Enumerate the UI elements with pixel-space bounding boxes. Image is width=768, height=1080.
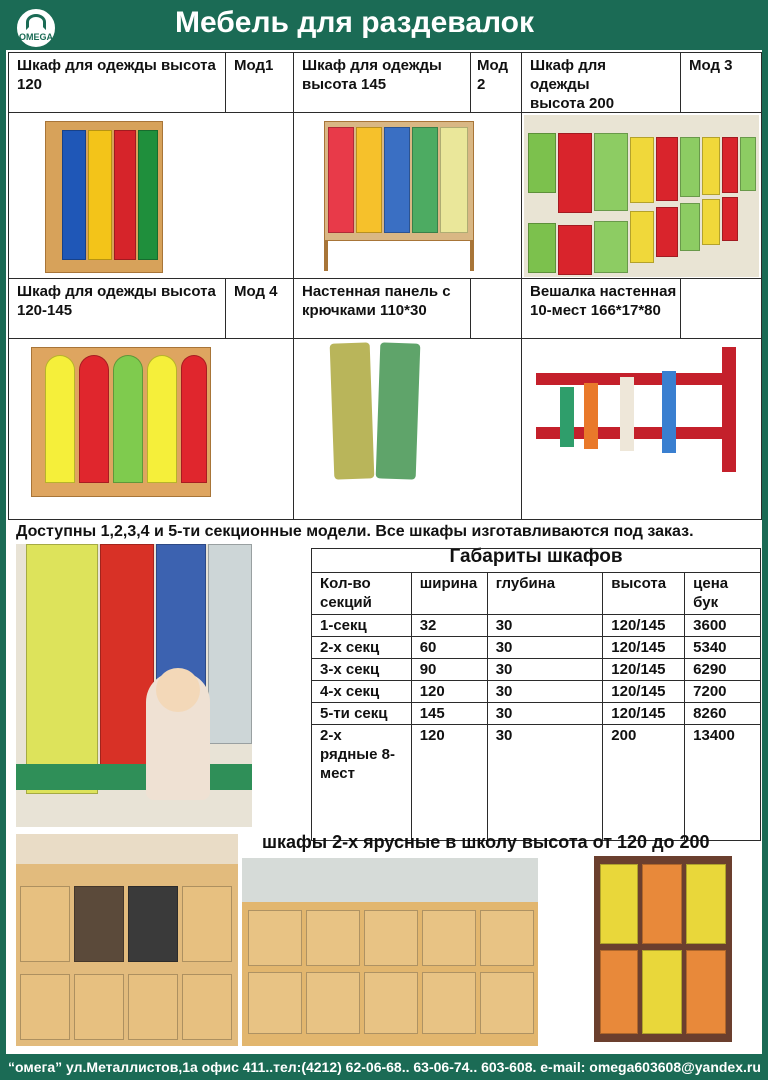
photo-cell-5 [293, 338, 522, 520]
school-locker-tall-image [594, 856, 732, 1042]
cell-sections: 2-х секц [312, 637, 412, 659]
product-cell-6 [521, 278, 681, 339]
product-name: Шкаф для одежды высота 145 [302, 57, 442, 93]
wall-hanger-image [536, 347, 736, 477]
locker-5-section-image [324, 121, 474, 271]
cell-width: 60 [411, 637, 487, 659]
product-name: Шкаф для одежды высота 120 [17, 57, 216, 93]
product-cell-1 [8, 52, 226, 113]
cell-price: 3600 [685, 615, 761, 637]
locker-4-section-image [45, 121, 163, 273]
mod-cell-6 [680, 278, 762, 339]
product-name: Вешалка настенная 10-мест 166*17*80 [530, 283, 677, 319]
wall-panel-image [330, 342, 375, 479]
cell-depth: 30 [487, 725, 603, 841]
cell-height: 120/145 [603, 615, 685, 637]
product-mod: Мод 3 [689, 57, 733, 74]
locker-tall-room-image [524, 115, 759, 277]
cell-depth: 30 [487, 615, 603, 637]
cell-sections: 4-х секц [312, 681, 412, 703]
cell-price: 8260 [685, 703, 761, 725]
mod-cell-4 [225, 278, 294, 339]
cell-height: 200 [603, 725, 685, 841]
cell-height: 120/145 [603, 681, 685, 703]
product-cell-5 [293, 278, 471, 339]
table-row [312, 681, 761, 703]
cell-sections: 1-секц [312, 615, 412, 637]
dimensions-header-row [312, 573, 761, 615]
page-title: Мебель для раздевалок [175, 6, 535, 39]
omega-logo [15, 7, 57, 49]
dimensions-table [311, 548, 761, 841]
footer-contacts: “омега” ул.Металлистов,1а офис 411..тел:(4212) 62-06-68.. 63-06-74.. 603-608. e-mail: omega603608@yandex.ru [0, 1054, 768, 1080]
table-row [312, 659, 761, 681]
mod-cell-5 [470, 278, 522, 339]
cell-height: 120/145 [603, 703, 685, 725]
product-name: Шкаф для одежды высота 120-145 [17, 283, 216, 319]
school-locker-photo-1 [16, 834, 238, 1046]
product-cell-2 [293, 52, 471, 113]
school-lockers-heading: шкафы 2-х ярусные в школу высота от 120 до 200 [262, 832, 710, 852]
header-width: ширина [411, 573, 487, 615]
mod-cell-1 [225, 52, 294, 113]
product-mod: Мод 4 [234, 283, 278, 300]
product-mod: Мод1 [234, 57, 274, 74]
header-bar [0, 0, 768, 50]
mod-cell-2 [470, 52, 522, 113]
product-name: Настенная панель с крючками 110*30 [302, 283, 451, 319]
cell-price: 5340 [685, 637, 761, 659]
product-name: Шкаф для одежды высота 200 [530, 57, 615, 112]
cell-depth: 30 [487, 681, 603, 703]
product-cell-3 [521, 52, 681, 113]
table-row [312, 637, 761, 659]
cell-width: 145 [411, 703, 487, 725]
availability-banner: Доступны 1,2,3,4 и 5-ти секционные модели. Все шкафы изготавливаются под заказ. [16, 523, 694, 540]
photo-cell-3 [521, 112, 762, 279]
cell-height: 120/145 [603, 659, 685, 681]
table-row [312, 615, 761, 637]
school-locker-photo-2 [242, 858, 538, 1046]
cell-sections: 3-х секц [312, 659, 412, 681]
header-sections: Кол-во секций [312, 573, 412, 615]
photo-cell-1 [8, 112, 294, 279]
cell-depth: 30 [487, 637, 603, 659]
cell-width: 32 [411, 615, 487, 637]
cell-depth: 30 [487, 703, 603, 725]
cell-sections: 5-ти секц [312, 703, 412, 725]
locker-arched-image [31, 347, 211, 509]
product-mod: Мод 2 [477, 57, 508, 93]
header-depth: глубина [487, 573, 603, 615]
cell-price: 13400 [685, 725, 761, 841]
photo-cell-6 [521, 338, 762, 520]
mod-cell-3 [680, 52, 762, 113]
photo-cell-4 [8, 338, 294, 520]
cell-depth: 30 [487, 659, 603, 681]
cell-sections: 2-х рядные 8- мест [312, 725, 412, 841]
dimensions-title: Габариты шкафов [449, 546, 623, 567]
header-price: цена бук [685, 573, 761, 615]
cell-width: 120 [411, 725, 487, 841]
cell-width: 120 [411, 681, 487, 703]
cell-width: 90 [411, 659, 487, 681]
photo-cell-2 [293, 112, 522, 279]
table-row [312, 725, 761, 841]
logo-text: OMEGA [18, 32, 53, 42]
cell-price: 7200 [685, 681, 761, 703]
wall-panel-image [376, 342, 421, 479]
kids-locker-photo [16, 544, 252, 827]
cell-price: 6290 [685, 659, 761, 681]
product-cell-4 [8, 278, 226, 339]
header-height: высота [603, 573, 685, 615]
table-row [312, 703, 761, 725]
omega-icon [26, 14, 46, 30]
cell-height: 120/145 [603, 637, 685, 659]
